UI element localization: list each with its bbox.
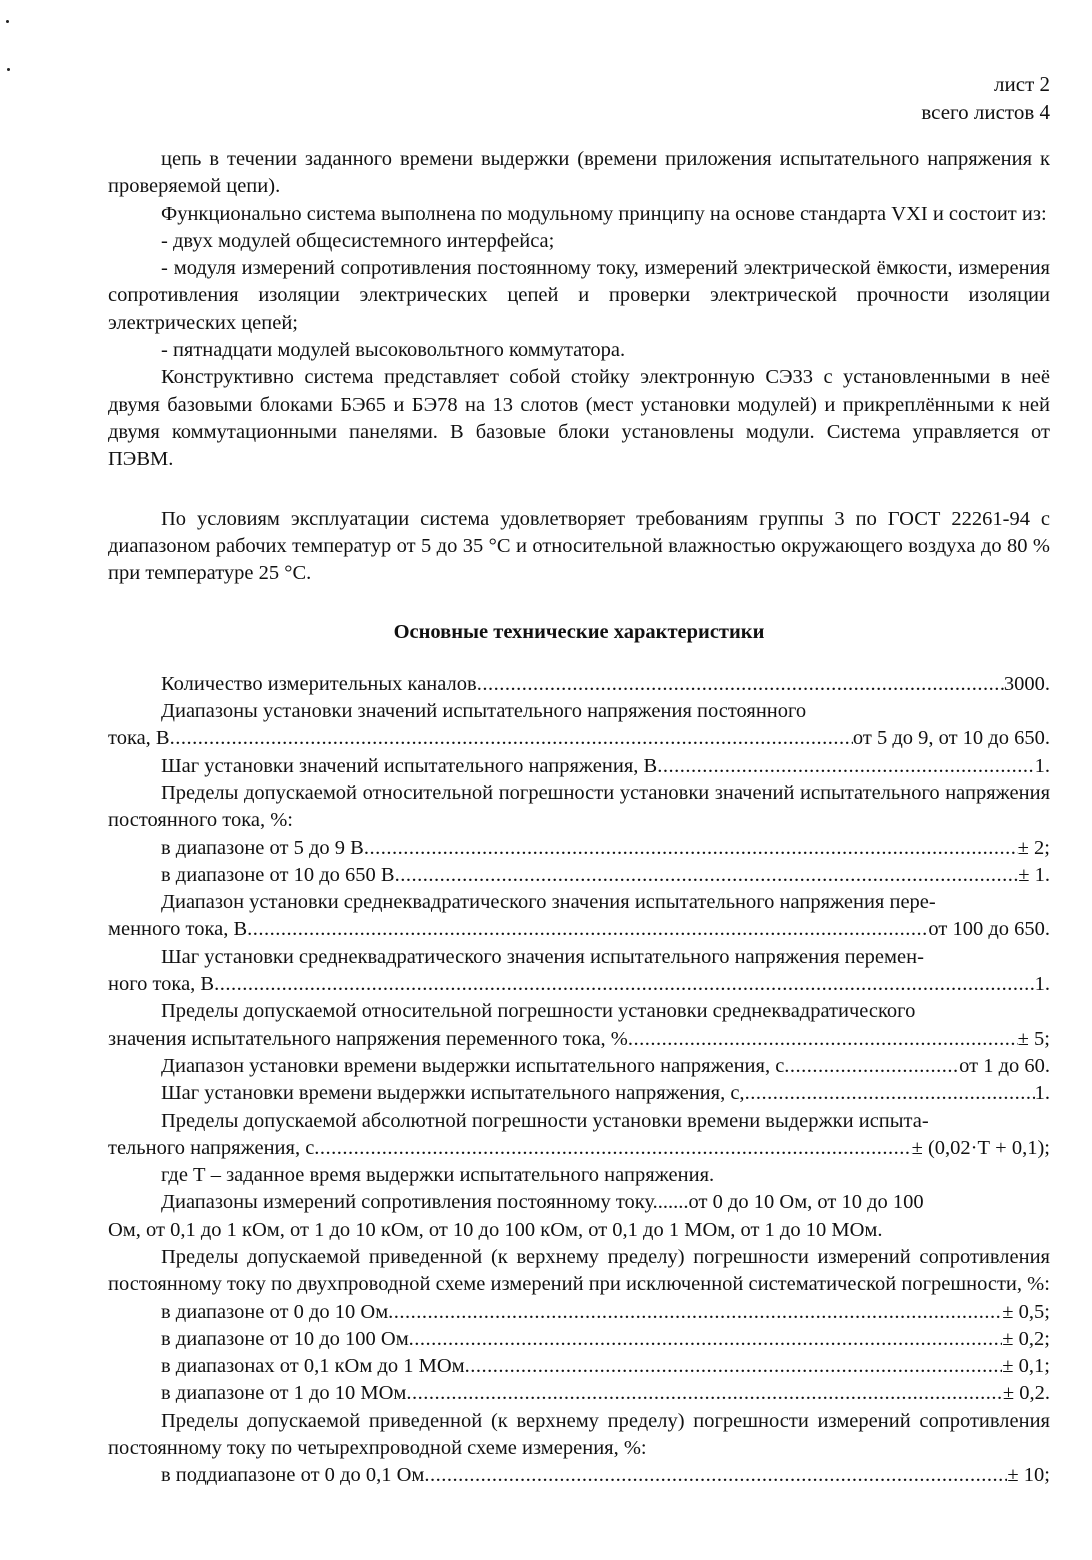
module-item: - модуля измерений сопротивления постоянному току, измерений электрической ёмкости, измерения сопротивления изоляции электрических цепей и проверки электрической прочности изоляции электрических цепей; xyxy=(108,257,1050,334)
spec-label: Пределы допускаемой абсолютной погрешности установки времени выдержки испыта- xyxy=(161,1109,929,1132)
spec-label: Диапазоны измерений сопротивления постоянному току.......от 0 до 10 Ом, от 10 до 100 xyxy=(161,1191,924,1214)
spec-label: Пределы допускаемой относительной погрешности установки среднеквадратического xyxy=(161,1000,916,1023)
spec-row: в поддиапазоне от 0 до 0,1 Ом ..... ± 10; xyxy=(108,1462,1050,1489)
spec-label: Диапазоны установки значений испытательного напряжения постоянного xyxy=(161,700,807,723)
spec-row: тока, В ..... от 5 до 9, от 10 до 650. xyxy=(108,725,1050,752)
section-title: Основные технические характеристики xyxy=(393,621,765,644)
spec-label: Диапазон установки среднеквадратического значения испытательного напряжения пере- xyxy=(161,891,936,914)
spec-title: Пределы допускаемой относительной погрешности установки значений испытательного напряжения постоянного тока, %: xyxy=(108,781,1050,832)
document-body xyxy=(108,146,1050,1490)
construction-paragraph: Конструктивно система представляет собой стойку электронную СЭ33 с установленными в неё двумя базовыми блоками БЭ65 и БЭ78 на 13 слотов (мест установки модулей) и прикреплёнными к ней двумя коммутационными панелями. В базовые блоки установлены модули. Система управляется от ПЭВМ. xyxy=(108,366,1050,471)
module-item: - двух модулей общесистемного интерфейса; xyxy=(161,229,555,252)
spec-row: в диапазоне от 0 до 10 Ом ..... ± 0,5; xyxy=(108,1299,1050,1326)
spec-row: тельного напряжения, с ..... ± (0,02·Т + 0,1); xyxy=(108,1135,1050,1162)
module-item: - пятнадцати модулей высоковольтного коммутатора. xyxy=(161,339,626,362)
spec-row: в диапазоне от 5 до 9 В ..... ± 2; xyxy=(108,835,1050,862)
spec-label: Шаг установки среднеквадратического значения испытательного напряжения перемен- xyxy=(161,945,924,968)
total-sheets: всего листов 4 xyxy=(921,100,1050,124)
page-header xyxy=(921,70,1050,126)
intro-paragraph: Функционально система выполнена по модульному принципу на основе стандарта VXI и состоит из: xyxy=(161,202,1047,225)
spec-row: в диапазоне от 10 до 100 Ом ..... ± 0,2; xyxy=(108,1326,1050,1353)
spec-row: Диапазон установки времени выдержки испытательного напряжения, с ..... от 1 до 60. xyxy=(108,1053,1050,1080)
spec-note: где Т – заданное время выдержки испытательного напряжения. xyxy=(161,1164,715,1187)
spec-label: Ом, от 0,1 до 1 кОм, от 1 до 10 кОм, от 10 до 100 кОм, от 0,1 до 1 МОм, от 1 до 10 МОм. xyxy=(108,1218,883,1241)
spec-row: в диапазонах от 0,1 кОм до 1 МОм ..... ± 0,1; xyxy=(108,1353,1050,1380)
spec-row: Шаг установки времени выдержки испытательного напряжения, с, ..... 1. xyxy=(108,1080,1050,1107)
intro-paragraph: цепь в течении заданного времени выдержки (времени приложения испытательного напряжения к проверяемой цепи). xyxy=(108,148,1050,198)
spec-row: менного тока, В ..... от 100 до 650. xyxy=(108,916,1050,943)
scan-speck xyxy=(6,20,9,23)
spec-title: Пределы допускаемой приведенной (к верхнему пределу) погрешности измерений сопротивления постоянному току по четырехпроводной схеме измерения, %: xyxy=(108,1409,1050,1460)
sheet-number: лист 2 xyxy=(994,72,1050,96)
spec-row: ного тока, В ..... 1. xyxy=(108,971,1050,998)
spec-row: значения испытательного напряжения переменного тока, % ..... ± 5; xyxy=(108,1026,1050,1053)
spec-row: Шаг установки значений испытательного напряжения, В ..... 1. xyxy=(108,753,1050,780)
spec-row: в диапазоне от 1 до 10 МОм ..... ± 0,2. xyxy=(108,1380,1050,1407)
spec-row: Количество измерительных каналов ..... 3000. xyxy=(108,671,1050,698)
operating-conditions-paragraph: По условиям эксплуатации система удовлетворяет требованиям группы 3 по ГОСТ 22261-94 с диапазоном рабочих температур от 5 до 35 °С и относительной влажностью окружающего воздуха до 80 % при температуре 25 °С. xyxy=(108,507,1050,585)
spec-title: Пределы допускаемой приведенной (к верхнему пределу) погрешности измерений сопротивления постоянному току по двухпроводной схеме измерений при исключенной систематической погрешности, %: xyxy=(108,1245,1050,1296)
spec-row: в диапазоне от 10 до 650 В ..... ± 1. xyxy=(108,862,1050,889)
scan-speck xyxy=(7,68,10,71)
